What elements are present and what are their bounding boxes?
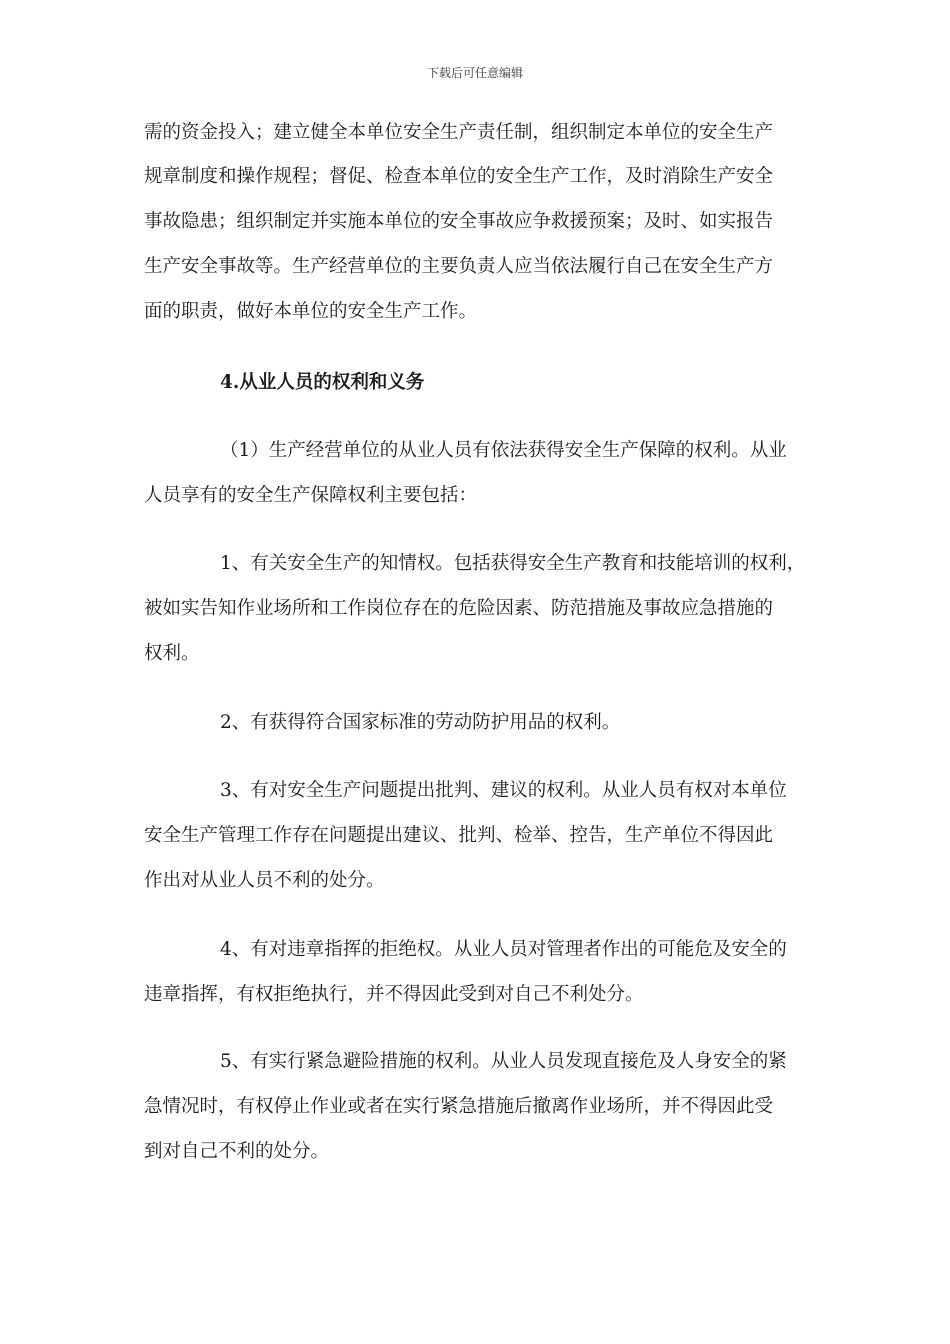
list-item-line: 到对自己不利的处分。 [144, 1141, 330, 1162]
paragraph-line: 人员享有的安全生产保障权利主要包括： [144, 485, 478, 506]
paragraph-line: 规章制度和操作规程；督促、检查本单位的安全生产工作，及时消除生产安全 [144, 166, 774, 187]
paragraph-line: 事故隐患；组织制定并实施本单位的安全事故应争救援预案；及时、如实报告 [144, 211, 774, 232]
paragraph-line: 面的职责，做好本单位的安全生产工作。 [144, 301, 478, 322]
list-item-line: 4、有对违章指挥的拒绝权。从业人员对管理者作出的可能危及安全的 [220, 939, 787, 960]
list-item-line: 权利。 [144, 643, 200, 664]
list-item-line: 1、有关安全生产的知情权。包括获得安全生产教育和技能培训的权利， [220, 553, 806, 574]
section-heading: 4.从业人员的权利和义务 [220, 372, 425, 393]
list-item-line: 作出对从业人员不利的处分。 [144, 870, 385, 891]
list-item-line: 急情况时，有权停止作业或者在实行紧急措施后撤离作业场所，并不得因此受 [144, 1096, 774, 1117]
paragraph-line: 需的资金投入；建立健全本单位安全生产责任制，组织制定本单位的安全生产 [144, 122, 774, 143]
paragraph-line: 生产安全事故等。生产经营单位的主要负责人应当依法履行自己在安全生产方 [144, 256, 774, 277]
list-item-line: 2、有获得符合国家标准的劳动防护用品的权利。 [220, 712, 621, 733]
list-item-line: 被如实告知作业场所和工作岗位存在的危险因素、防范措施及事故应急措施的 [144, 598, 774, 619]
list-item-line: 违章指挥，有权拒绝执行，并不得因此受到对自己不利处分。 [144, 984, 644, 1005]
list-item-line: 5、有实行紧急避险措施的权利。从业人员发现直接危及人身安全的紧 [220, 1051, 787, 1072]
page-header-note: 下载后可任意编辑 [426, 66, 523, 80]
list-item-line: 3、有对安全生产问题提出批判、建议的权利。从业人员有权对本单位 [220, 780, 787, 801]
list-item-line: 安全生产管理工作存在问题提出建议、批判、检举、控告，生产单位不得因此 [144, 825, 774, 846]
paragraph-line: （1）生产经营单位的从业人员有依法获得安全生产保障的权利。从业 [220, 440, 787, 461]
